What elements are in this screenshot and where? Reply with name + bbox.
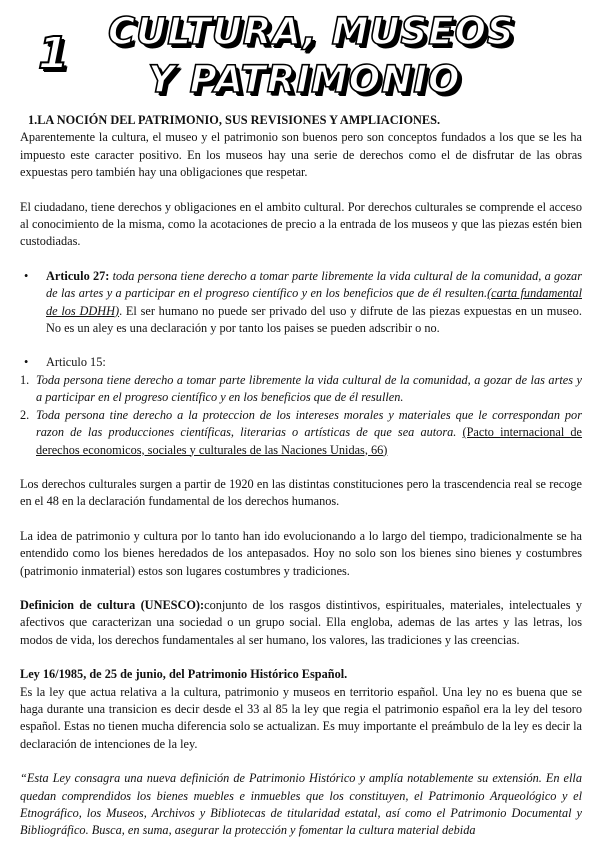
item-source: (Pacto internacional de derechos economicos, sociales y culturales de las Naciones Unidas, 66): [36, 425, 583, 457]
section-heading: 1.LA NOCIÓN DEL PATRIMONIO, SUS REVISIONES Y AMPLIACIONES.: [28, 113, 441, 127]
title-line-1: CULTURA, MUSEOS: [108, 10, 515, 53]
definition-label: Definicion de cultura (UNESCO):: [20, 597, 205, 612]
item-text: Toda persona tine derecho a la proteccion de los intereses morales y materiales que le correspondan por razon de las producciones científicas, literarias o artísticas de que sea autora.: [36, 407, 582, 440]
document-body: [20, 112, 582, 840]
article-label: Articulo 15:: [46, 355, 106, 370]
law-heading: Ley 16/1985, de 25 de junio, del Patrimonio Histórico Español.: [20, 667, 348, 682]
ordered-item: [20, 407, 582, 459]
item-number: 2.: [20, 407, 30, 422]
paragraph: La idea de patrimonio y cultura por lo tanto han ido evolucionando a lo largo del tiempo, tradicionalmente se ha entendido como los bienes heredados de los antepasados. Hoy no solo son los bienes sino bienes y costumbres (patrimonio inmaterial) estos son lugares costumbres y tradiciones.: [20, 528, 582, 578]
paragraph: El ciudadano, tiene derechos y obligaciones en el ambito cultural. Por derechos culturales se comprende el acceso al conocimiento de la misma, como la acotaciones de precio a la entrada de los museos y que las piezas estén bien custodiadas.: [20, 199, 582, 249]
article-27-item: [24, 268, 582, 338]
item-number: 1.: [20, 372, 30, 387]
article-source: (carta fundamental de los DDHH): [46, 286, 582, 318]
bullet: •: [24, 355, 29, 370]
item-text: Toda persona tiene derecho a tomar parte libremente la vida cultural de la comunidad, a gozar de las artes y a participar en el progreso científico y en los beneficios que de él resullen.: [36, 372, 582, 405]
paragraph: Los derechos culturales surgen a partir de 1920 en las distintas constituciones pero la trascendencia real se recoge en el 48 en la declaración fundamental de los derechos humanos.: [20, 476, 582, 509]
paragraph: Aparentemente la cultura, el museo y el patrimonio son buenos pero son conceptos fundados a los que se les ha impuesto este caracter positivo. En los museos hay una serie de derechos como el de disfrutar de las obras expuestas pero también hay una obligaciones que respetar.: [20, 130, 582, 180]
bullet: •: [24, 268, 29, 283]
article-comment: . El ser humano no puede ser privado del uso y difrute de las piezas expuestas en un museo. No es un aley es una declaración y por tanto los paises se pueden adscribir o no.: [46, 303, 582, 336]
law-quote: “Esta Ley consagra una nueva definición de Patrimonio Histórico y amplía notablemente su extensión. En ella quedan comprendidos los bienes muebles e inmuebles que los constituyen, el Patrimonio Arqueológico y el Etnográfico, los Museos, Archivos y Bibliotecas de titularidad estatal, así como el Patrimonio Documental y Bibliográfico. Busca, en suma, asegurar la protección y fomentar la cultura material debida: [20, 771, 582, 838]
article-label: Articulo 27:: [46, 268, 110, 283]
article-quote: toda persona tiene derecho a tomar parte libremente la vida cultural de la comunidad, a gozar de las artes y a participar en el progreso científico y en los beneficios que de él resulten.: [46, 268, 582, 301]
paragraph: Es la ley que actua relativa a la cultura, patrimonio y museos en territorio español. Una ley no es buena que se haga durante una transicion es decir desde el 33 al 85 la ley que regia el patrimonio español era la ley del tesoro español. Estas no tienen mucha diferencia solo se actualizan. Es muy importante el preámbulo de la ley es decir la declaración de intenciones de la ley.: [20, 684, 582, 751]
title-line-2: Y PATRIMONIO: [148, 58, 461, 101]
definition-text: conjunto de los rasgos distintivos, espirituales, materiales, intelectuales y afectivos que caracterizan una sociedad o un grupo social. Ella engloba, ademas de las artes y las letras, los modos de vida, los derechos fundamentales al ser humano, los valores, las tradiciones y las creencias.: [20, 597, 582, 647]
chapter-number: 1: [38, 28, 69, 79]
ordered-item: [20, 372, 582, 407]
definition-paragraph: [20, 597, 582, 649]
article-15-item: [24, 354, 582, 371]
